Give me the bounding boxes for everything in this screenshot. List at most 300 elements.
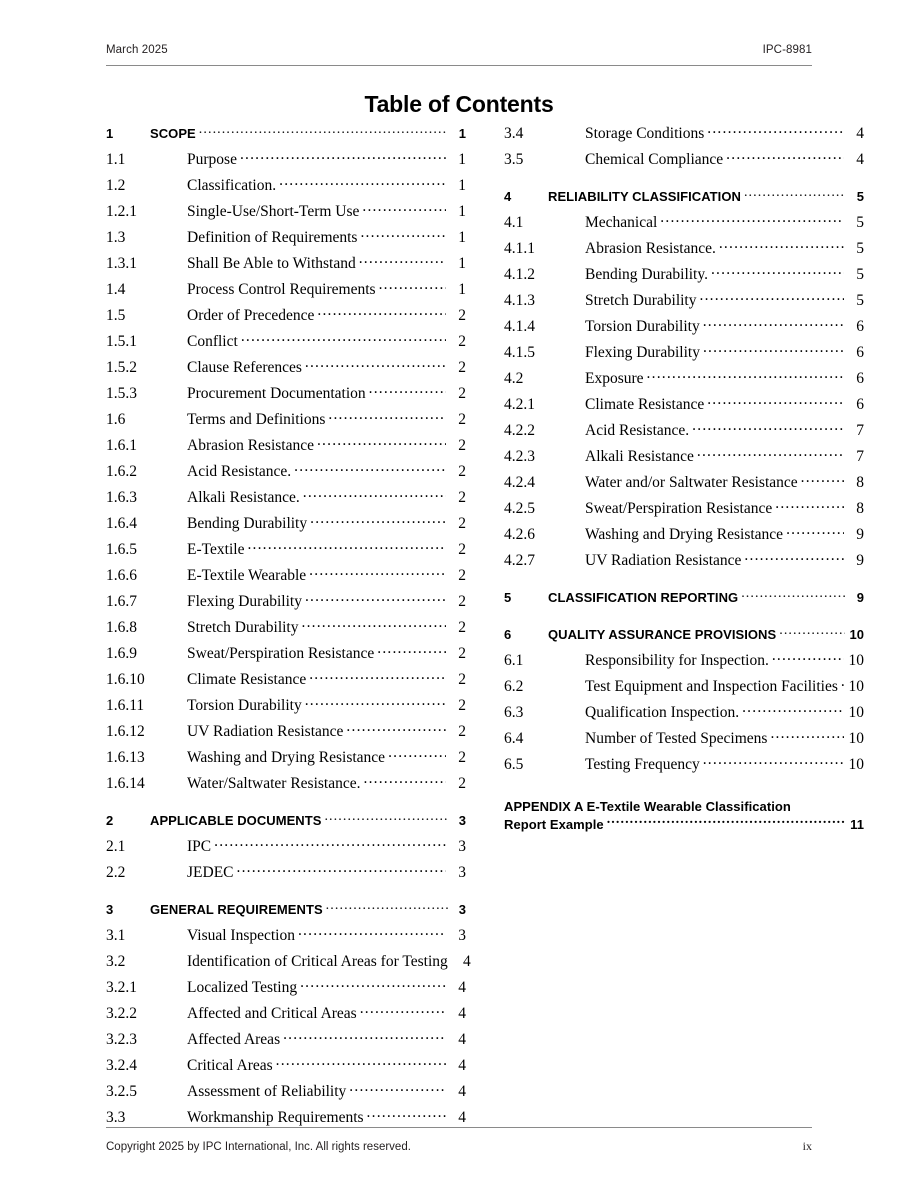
- toc-entry[interactable]: [504, 549, 864, 575]
- toc-dot-leader: [309, 564, 446, 580]
- toc-entry-number: 3.3: [106, 1109, 126, 1126]
- toc-entry-title: Torsion Durability: [187, 697, 302, 714]
- appendix-page: 11: [850, 817, 864, 832]
- toc-entry-number: 4.1.3: [504, 292, 535, 309]
- toc-entry-number: 4.1.2: [504, 266, 535, 283]
- toc-entry[interactable]: [106, 408, 466, 434]
- toc-entry-title: Water/Saltwater Resistance.: [187, 775, 361, 792]
- toc-dot-leader: [309, 668, 446, 684]
- toc-entry-title: Acid Resistance.: [187, 463, 292, 480]
- toc-entry-page: 10: [848, 704, 864, 721]
- toc-entry-title: Order of Precedence: [187, 307, 315, 324]
- toc-entry[interactable]: [106, 1054, 466, 1080]
- toc-entry[interactable]: [106, 512, 466, 538]
- toc-entry-number: 4.2.1: [504, 396, 535, 413]
- toc-entry-title: Visual Inspection: [187, 927, 295, 944]
- toc-entry-page: 2: [458, 489, 466, 506]
- toc-entry-number: 1.6.12: [106, 723, 145, 740]
- toc-entry-page: 2: [458, 411, 466, 428]
- toc-dot-leader: [360, 226, 446, 242]
- toc-entry-title: IPC: [187, 838, 212, 855]
- toc-entry-page: 4: [463, 953, 471, 970]
- toc-entry-title: UV Radiation Resistance: [585, 552, 742, 569]
- toc-entry[interactable]: [106, 486, 466, 512]
- toc-entry[interactable]: [106, 330, 466, 356]
- toc-entry-page: 3: [458, 838, 466, 855]
- toc-entry-title: Definition of Requirements: [187, 229, 358, 246]
- toc-entry[interactable]: [504, 237, 864, 263]
- toc-dot-leader: [647, 367, 844, 383]
- toc-entry-number: 1.6.10: [106, 671, 145, 688]
- toc-column-right: [504, 122, 864, 831]
- toc-entry-number: 3.2.1: [106, 979, 137, 996]
- toc-dot-leader: [310, 512, 446, 528]
- toc-entry-title: Localized Testing: [187, 979, 298, 996]
- toc-entry-number: 1.6.13: [106, 749, 145, 766]
- toc-entry[interactable]: [504, 445, 864, 471]
- header-document-number: IPC-8981: [762, 44, 812, 56]
- page-folio: ix: [802, 1139, 812, 1153]
- toc-entry-number: 3.2.5: [106, 1083, 137, 1100]
- toc-dot-leader: [744, 185, 846, 201]
- toc-entry-number: 3.4: [504, 125, 524, 142]
- toc-entry-page: 10: [848, 652, 864, 669]
- toc-dot-leader: [328, 408, 446, 424]
- toc-entry-page: 4: [458, 1031, 466, 1048]
- toc-entry-title: Sweat/Perspiration Resistance: [187, 645, 375, 662]
- toc-entry-page: 2: [458, 749, 466, 766]
- toc-entry-page: 1: [458, 126, 466, 141]
- toc-entry-page: 3: [458, 813, 466, 828]
- toc-entry-page: 3: [458, 902, 466, 917]
- toc-entry-title: Process Control Requirements: [187, 281, 376, 298]
- toc-entry-page: 5: [856, 214, 864, 231]
- toc-entry-page: 6: [856, 396, 864, 413]
- toc-dot-leader: [359, 252, 446, 268]
- toc-entry[interactable]: [504, 471, 864, 497]
- running-footer: [106, 1139, 812, 1154]
- toc-entry-number: 1.6.2: [106, 463, 137, 480]
- toc-entry[interactable]: [106, 304, 466, 330]
- toc-entry-title: GENERAL REQUIREMENTS: [150, 902, 323, 917]
- toc-entry-title: Test Equipment and Inspection Facilities: [585, 678, 838, 695]
- toc-entry-number: 4.2.4: [504, 474, 535, 491]
- toc-entry-number: 3.2.3: [106, 1031, 137, 1048]
- toc-entry-page: 2: [458, 333, 466, 350]
- toc-entry-title: Conflict: [187, 333, 238, 350]
- toc-entry-title: Alkali Resistance.: [187, 489, 300, 506]
- toc-entry-number: 4.1: [504, 214, 524, 231]
- toc-entry[interactable]: [504, 341, 864, 367]
- toc-entry[interactable]: [504, 367, 864, 393]
- toc-entry[interactable]: [106, 809, 466, 835]
- toc-entry-number: 3.2: [106, 953, 126, 970]
- toc-entry-title: Classification.: [187, 177, 277, 194]
- toc-entry-title: Climate Resistance: [187, 671, 307, 688]
- toc-entry-title: E-Textile Wearable: [187, 567, 307, 584]
- toc-dot-leader: [326, 898, 448, 914]
- toc-entry-title: RELIABILITY CLASSIFICATION: [548, 189, 741, 204]
- toc-entry-number: 6.5: [504, 756, 524, 773]
- toc-dot-leader: [377, 642, 446, 658]
- toc-entry-number: 1.6.7: [106, 593, 137, 610]
- toc-entry[interactable]: [504, 419, 864, 445]
- toc-entry-page: 1: [458, 203, 466, 220]
- appendix-title-line-1: APPENDIX A E-Textile Wearable Classification: [504, 799, 791, 814]
- toc-entry-page: 1: [458, 151, 466, 168]
- toc-dot-leader: [367, 1106, 446, 1122]
- toc-entry[interactable]: [504, 675, 864, 701]
- toc-entry[interactable]: [504, 649, 864, 675]
- toc-dot-leader: [703, 341, 844, 357]
- toc-dot-leader: [697, 445, 844, 461]
- toc-entry-title: Abrasion Resistance: [187, 437, 314, 454]
- toc-dot-leader: [369, 382, 446, 398]
- toc-dot-leader: [300, 976, 446, 992]
- toc-entry-title: Qualification Inspection.: [585, 704, 740, 721]
- toc-entry[interactable]: [106, 226, 466, 252]
- toc-entry[interactable]: [106, 174, 466, 200]
- toc-dot-leader: [703, 753, 844, 769]
- toc-entry[interactable]: [106, 772, 466, 798]
- toc-entry-title: Storage Conditions: [585, 125, 705, 142]
- toc-dot-leader: [360, 1002, 446, 1018]
- appendix-title-line-2: [504, 816, 864, 831]
- toc-dot-leader: [700, 289, 845, 305]
- toc-dot-leader: [703, 315, 844, 331]
- toc-entry-page: 2: [458, 775, 466, 792]
- toc-entry[interactable]: [504, 523, 864, 549]
- toc-entry-title: UV Radiation Resistance: [187, 723, 344, 740]
- toc-dot-leader: [711, 263, 844, 279]
- toc-entry-page: 3: [458, 927, 466, 944]
- toc-entry-page: 2: [458, 697, 466, 714]
- toc-entry-title: Shall Be Able to Withstand: [187, 255, 356, 272]
- toc-dot-leader: [741, 586, 846, 602]
- toc-entry[interactable]: [106, 1080, 466, 1106]
- toc-entry[interactable]: [106, 976, 466, 1002]
- toc-entry[interactable]: [504, 753, 864, 779]
- toc-entry-number: 1.2.1: [106, 203, 137, 220]
- toc-dot-leader: [388, 746, 446, 762]
- toc-entry-page: 2: [458, 515, 466, 532]
- appendix-dot-leader: [607, 816, 846, 829]
- toc-entry[interactable]: [504, 315, 864, 341]
- toc-entry-page: 1: [458, 255, 466, 272]
- toc-entry-page: 4: [458, 1005, 466, 1022]
- toc-entry[interactable]: [106, 252, 466, 278]
- toc-dot-leader: [247, 538, 446, 554]
- toc-entry-number: 4.2.5: [504, 500, 535, 517]
- toc-dot-leader: [240, 148, 446, 164]
- toc-entry-title: Mechanical: [585, 214, 658, 231]
- toc-entry-number: 1.5.3: [106, 385, 137, 402]
- toc-entry-page: 5: [856, 266, 864, 283]
- toc-dot-leader: [707, 393, 844, 409]
- toc-entry-page: 2: [458, 671, 466, 688]
- toc-entry-page: 2: [458, 645, 466, 662]
- toc-dot-leader: [707, 122, 844, 138]
- toc-entry-number: 1.5.2: [106, 359, 137, 376]
- toc-entry-page: 4: [458, 979, 466, 996]
- toc-entry[interactable]: [504, 701, 864, 727]
- toc-entry[interactable]: [504, 727, 864, 753]
- toc-dot-leader: [379, 278, 446, 294]
- toc-entry-page: 10: [848, 756, 864, 773]
- toc-entry-number: 4.2.2: [504, 422, 535, 439]
- toc-entry-page: 2: [458, 619, 466, 636]
- toc-entry[interactable]: [106, 861, 466, 887]
- toc-entry-title: Single-Use/Short-Term Use: [187, 203, 360, 220]
- toc-entry-page: 1: [458, 229, 466, 246]
- toc-entry-title: CLASSIFICATION REPORTING: [548, 590, 739, 605]
- appendix-entry[interactable]: [504, 797, 864, 831]
- toc-entry[interactable]: [504, 586, 864, 612]
- toc-entry-number: 6: [504, 627, 512, 642]
- toc-entry-number: 1.6.3: [106, 489, 137, 506]
- toc-entry[interactable]: [504, 393, 864, 419]
- toc-entry-title: Bending Durability.: [585, 266, 708, 283]
- toc-entry[interactable]: [106, 200, 466, 226]
- toc-entry-title: Purpose: [187, 151, 237, 168]
- toc-entry[interactable]: [106, 642, 466, 668]
- toc-entry[interactable]: [504, 623, 864, 649]
- toc-entry-number: 1.5.1: [106, 333, 137, 350]
- toc-entry[interactable]: [504, 185, 864, 211]
- toc-entry[interactable]: [106, 278, 466, 304]
- toc-entry-number: 1.4: [106, 281, 126, 298]
- toc-dot-leader: [305, 356, 446, 372]
- toc-entry-page: 10: [848, 730, 864, 747]
- toc-dot-leader: [779, 623, 845, 639]
- toc-entry-number: 4.2.3: [504, 448, 535, 465]
- toc-entry-title: QUALITY ASSURANCE PROVISIONS: [548, 627, 777, 642]
- toc-entry[interactable]: [106, 616, 466, 642]
- toc-entry-title: Identification of Critical Areas for Testing: [187, 953, 448, 970]
- toc-entry-number: 1.2: [106, 177, 126, 194]
- toc-entry-number: 4.2: [504, 370, 524, 387]
- appendix-title-text: Report Example: [504, 817, 604, 832]
- toc-entry-page: 8: [856, 500, 864, 517]
- toc-entry-title: Bending Durability: [187, 515, 308, 532]
- toc-entry-title: Alkali Resistance: [585, 448, 694, 465]
- toc-dot-leader: [305, 590, 446, 606]
- toc-entry-title: Torsion Durability: [585, 318, 700, 335]
- toc-entry-title: Stretch Durability: [585, 292, 697, 309]
- toc-entry-number: 1.6: [106, 411, 126, 428]
- toc-entry-number: 6.1: [504, 652, 524, 669]
- toc-dot-leader: [199, 122, 448, 138]
- toc-entry[interactable]: [504, 148, 864, 174]
- toc-entry-title: Flexing Durability: [585, 344, 700, 361]
- toc-entry-number: 4: [504, 189, 512, 204]
- toc-entry-title: Affected and Critical Areas: [187, 1005, 357, 1022]
- toc-entry-page: 5: [856, 240, 864, 257]
- toc-entry-page: 2: [458, 385, 466, 402]
- toc-entry-number: 5: [504, 590, 512, 605]
- toc-entry[interactable]: [106, 950, 471, 976]
- toc-entry-title: Procurement Documentation: [187, 385, 366, 402]
- toc-dot-leader: [660, 211, 844, 227]
- toc-entry-number: 3: [106, 902, 114, 917]
- toc-dot-leader: [298, 924, 446, 940]
- running-header: [106, 44, 812, 56]
- toc-entry-title: Stretch Durability: [187, 619, 299, 636]
- toc-entry-page: 4: [856, 151, 864, 168]
- toc-entry-page: 3: [458, 864, 466, 881]
- toc-entry-page: 5: [856, 189, 864, 204]
- toc-entry-title: Testing Frequency: [585, 756, 700, 773]
- toc-entry-page: 10: [848, 678, 864, 695]
- toc-entry[interactable]: [106, 122, 466, 148]
- toc-entry-page: 5: [856, 292, 864, 309]
- toc-dot-leader: [276, 1054, 446, 1070]
- toc-dot-leader: [317, 434, 446, 450]
- toc-entry[interactable]: [504, 263, 864, 289]
- toc-entry-title: Washing and Drying Resistance: [585, 526, 784, 543]
- toc-entry[interactable]: [106, 382, 466, 408]
- toc-entry-title: Abrasion Resistance.: [585, 240, 716, 257]
- toc-entry[interactable]: [106, 668, 466, 694]
- toc-entry-title: Workmanship Requirements: [187, 1109, 364, 1126]
- toc-entry[interactable]: [106, 1106, 466, 1132]
- toc-entry-number: 1.3: [106, 229, 126, 246]
- header-date: March 2025: [106, 44, 168, 56]
- toc-dot-leader: [283, 1028, 446, 1044]
- toc-entry-page: 1: [458, 177, 466, 194]
- toc-entry-number: 6.2: [504, 678, 524, 695]
- toc-entry[interactable]: [106, 835, 466, 861]
- toc-dot-leader: [742, 701, 844, 717]
- toc-entry[interactable]: [504, 497, 864, 523]
- copyright-notice: Copyright 2025 by IPC International, Inc. All rights reserved.: [106, 1141, 411, 1153]
- toc-entry[interactable]: [106, 356, 466, 382]
- toc-entry-page: 7: [856, 448, 864, 465]
- toc-entry-number: 1.6.5: [106, 541, 137, 558]
- toc-dot-leader: [305, 694, 446, 710]
- toc-dot-leader: [801, 471, 844, 487]
- toc-entry-number: 2.2: [106, 864, 126, 881]
- toc-dot-leader: [841, 675, 844, 691]
- toc-entry[interactable]: [106, 590, 466, 616]
- toc-entry-number: 1.6.1: [106, 437, 137, 454]
- toc-entry-page: 8: [856, 474, 864, 491]
- toc-entry-number: 4.1.4: [504, 318, 535, 335]
- toc-entry-title: Assessment of Reliability: [187, 1083, 347, 1100]
- toc-entry[interactable]: [504, 122, 864, 148]
- toc-entry[interactable]: [504, 211, 864, 237]
- toc-entry[interactable]: [504, 289, 864, 315]
- toc-entry-title: Sweat/Perspiration Resistance: [585, 500, 773, 517]
- toc-entry[interactable]: [106, 898, 466, 924]
- toc-dot-leader: [364, 772, 447, 788]
- toc-entry[interactable]: [106, 148, 466, 174]
- toc-entry-page: 6: [856, 370, 864, 387]
- footer-divider: [106, 1127, 812, 1128]
- toc-entry[interactable]: [106, 1002, 466, 1028]
- toc-entry[interactable]: [106, 1028, 466, 1054]
- toc-entry-title: APPLICABLE DOCUMENTS: [150, 813, 322, 828]
- toc-entry-page: 2: [458, 359, 466, 376]
- toc-dot-leader: [324, 809, 448, 825]
- toc-column-left: [106, 122, 471, 1132]
- toc-entry-page: 9: [856, 526, 864, 543]
- toc-entry[interactable]: [106, 694, 466, 720]
- toc-entry-number: 1: [106, 126, 114, 141]
- toc-entry-number: 1.3.1: [106, 255, 137, 272]
- toc-entry-number: 3.5: [504, 151, 524, 168]
- toc-dot-leader: [770, 727, 844, 743]
- toc-entry-page: 2: [458, 567, 466, 584]
- toc-dot-leader: [719, 237, 844, 253]
- toc-dot-leader: [302, 616, 447, 632]
- toc-entry-number: 4.1.5: [504, 344, 535, 361]
- toc-entry-title: Number of Tested Specimens: [585, 730, 768, 747]
- toc-entry-title: Water and/or Saltwater Resistance: [585, 474, 798, 491]
- toc-dot-leader: [241, 330, 446, 346]
- toc-dot-leader: [294, 460, 446, 476]
- toc-entry-page: 1: [458, 281, 466, 298]
- page-title: Table of Contents: [364, 91, 554, 118]
- toc-entry[interactable]: [106, 434, 466, 460]
- toc-entry-number: 1.6.8: [106, 619, 137, 636]
- toc-entry[interactable]: [106, 924, 466, 950]
- toc-entry-page: 2: [458, 463, 466, 480]
- toc-entry-page: 2: [458, 723, 466, 740]
- toc-entry[interactable]: [106, 564, 466, 590]
- toc-dot-leader: [772, 649, 844, 665]
- toc-dot-leader: [303, 486, 446, 502]
- toc-dot-leader: [214, 835, 446, 851]
- toc-entry-title: Critical Areas: [187, 1057, 273, 1074]
- toc-entry-page: 2: [458, 437, 466, 454]
- toc-entry-number: 6.4: [504, 730, 524, 747]
- header-divider: [106, 65, 812, 66]
- toc-entry-title: Flexing Durability: [187, 593, 302, 610]
- toc-dot-leader: [317, 304, 446, 320]
- toc-entry-number: 1.6.6: [106, 567, 137, 584]
- toc-entry-title: Clause References: [187, 359, 302, 376]
- toc-entry-title: Affected Areas: [187, 1031, 281, 1048]
- toc-entry-number: 2.1: [106, 838, 126, 855]
- toc-entry-title: Terms and Definitions: [187, 411, 326, 428]
- toc-dot-leader: [775, 497, 844, 513]
- toc-entry-page: 9: [856, 552, 864, 569]
- toc-entry-page: 2: [458, 307, 466, 324]
- toc-entry-number: 1.6.14: [106, 775, 145, 792]
- toc-entry[interactable]: [106, 460, 466, 486]
- toc-entry-title: JEDEC: [187, 864, 234, 881]
- toc-entry-page: 7: [856, 422, 864, 439]
- toc-dot-leader: [726, 148, 844, 164]
- toc-entry-number: 3.2.4: [106, 1057, 137, 1074]
- toc-entry-number: 4.1.1: [504, 240, 535, 257]
- toc-entry-page: 4: [458, 1109, 466, 1126]
- toc-entry[interactable]: [106, 746, 466, 772]
- toc-entry-number: 3.1: [106, 927, 126, 944]
- toc-entry-page: 2: [458, 593, 466, 610]
- toc-entry-title: Climate Resistance: [585, 396, 705, 413]
- toc-entry-page: 2: [458, 541, 466, 558]
- toc-dot-leader: [786, 523, 844, 539]
- toc-entry-number: 1.6.4: [106, 515, 137, 532]
- toc-entry-page: 4: [856, 125, 864, 142]
- toc-entry[interactable]: [106, 538, 466, 564]
- toc-entry[interactable]: [106, 720, 466, 746]
- toc-entry-title: Acid Resistance.: [585, 422, 690, 439]
- toc-entry-title: Exposure: [585, 370, 644, 387]
- toc-entry-title: Responsibility for Inspection.: [585, 652, 769, 669]
